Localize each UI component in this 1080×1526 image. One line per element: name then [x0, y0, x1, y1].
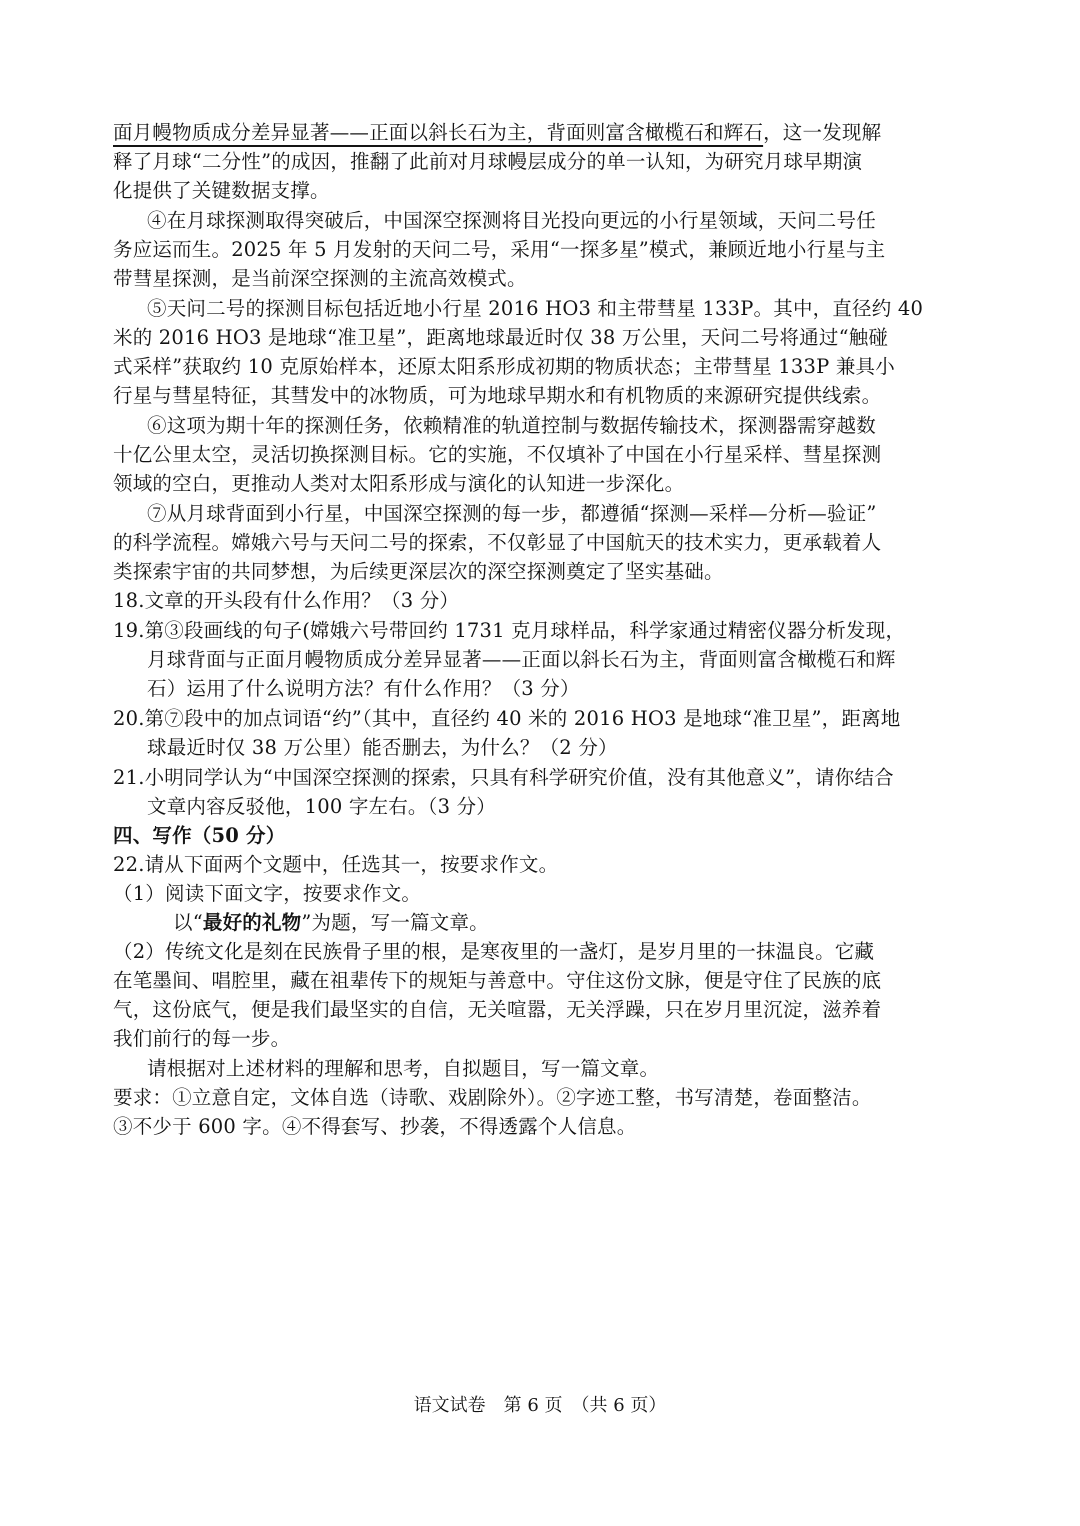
paragraph-6-line: ⑥这项为期十年的探测任务，依赖精准的轨道控制与数据传输技术，探测器需穿越数 — [147, 414, 876, 437]
writing-instruction: 请根据对上述材料的理解和思考，自拟题目，写一篇文章。 — [147, 1057, 660, 1080]
paragraph-6-line: 领域的空白，更推动人类对太阳系形成与演化的认知进一步深化。 — [113, 472, 685, 495]
essay-title: 最好的礼物 — [202, 911, 302, 934]
paragraph-4-line: 务应运而生。2025 年 5 月发射的天问二号，采用“一探多星”模式，兼顾近地小行星与主 — [113, 238, 886, 261]
paragraph-6-line: 十亿公里太空，灵活切换探测目标。它的实施，不仅填补了中国在小行星采样、彗星探测 — [113, 443, 882, 466]
writing-option-2-line: （2）传统文化是刻在民族骨子里的根，是寒夜里的一盏灯，是岁月里的一抹温良。它藏 — [113, 940, 875, 963]
question-22: 22.请从下面两个文题中，任选其一，按要求作文。 — [113, 853, 559, 876]
writing-option-2-line: 我们前行的每一步。 — [113, 1027, 291, 1050]
question-19-line: 月球背面与正面月幔物质成分差异显著——正面以斜长石为主，背面则富含橄榄石和辉 — [147, 648, 896, 671]
section-title-writing: 四、写作（50 分） — [113, 824, 286, 847]
question-19: 19.第③段画线的句子(嫦娥六号带回约 1731 克月球样品，科学家通过精密仪器分析发现， — [113, 619, 906, 642]
question-20: 20.第⑦段中的加点词语“约”（其中，直径约 40 米的 2016 HO3 是地球“准卫星”，距离地 — [113, 707, 901, 730]
writing-option-1-prompt: 以“最好的礼物”为题，写一篇文章。 — [173, 911, 489, 934]
writing-requirements: 要求：①立意自定，文体自选（诗歌、戏剧除外）。②字迹工整，书写清楚，卷面整洁。 — [113, 1086, 872, 1109]
question-21-line: 文章内容反驳他，100 字左右。（3 分） — [147, 795, 496, 818]
passage-line: 面月幔物质成分差异显著——正面以斜长石为主，背面则富含橄榄石和辉石，这一发现解 — [113, 121, 882, 144]
passage-line: 释了月球“二分性”的成因，推翻了此前对月球幔层成分的单一认知，为研究月球早期演 — [113, 150, 863, 173]
paragraph-4-line: ④在月球探测取得突破后，中国深空探测将目光投向更远的小行星领域，天问二号任 — [147, 209, 876, 232]
paragraph-5-line: ⑤天问二号的探测目标包括近地小行星 2016 HO3 和主带彗星 133P。其中，直径约 40 — [147, 297, 924, 320]
question-19-line: 石）运用了什么说明方法？有什么作用？（3 分） — [147, 677, 580, 700]
paragraph-5-line: 行星与彗星特征，其彗发中的冰物质，可为地球早期水和有机物质的来源研究提供线索。 — [113, 384, 882, 407]
writing-option-2-line: 气，这份底气，便是我们最坚实的自信，无关喧嚣，无关浮躁，只在岁月里沉淀，滋养着 — [113, 998, 882, 1021]
paragraph-5-line: 米的 2016 HO3 是地球“准卫星”，距离地球最近时仅 38 万公里，天问二号将通过“触碰 — [113, 326, 889, 349]
paragraph-7-line: ⑦从月球背面到小行星，中国深空探测的每一步，都遵循“探测—采样—分析—验证” — [147, 502, 877, 525]
writing-option-1-label: （1）阅读下面文字，按要求作文。 — [113, 882, 422, 905]
paragraph-5-line: 式采样”获取约 10 克原始样本，还原太阳系形成初期的物质状态；主带彗星 133P 兼具小 — [113, 355, 895, 378]
writing-requirements-line: ③不少于 600 字。④不得套写、抄袭，不得透露个人信息。 — [113, 1115, 637, 1138]
paragraph-7-line: 类探索宇宙的共同梦想，为后续更深层次的深空探测奠定了坚实基础。 — [113, 560, 724, 583]
paragraph-7-line: 的科学流程。嫦娥六号与天问二号的探索，不仅彰显了中国航天的技术实力，更承载着人 — [113, 531, 882, 554]
question-18: 18.文章的开头段有什么作用？（3 分） — [113, 589, 460, 612]
page-footer: 语文试卷 第 6 页 （共 6 页） — [413, 1395, 667, 1416]
paragraph-4-line: 带彗星探测，是当前深空探测的主流高效模式。 — [113, 267, 527, 290]
underlined-sentence: 面月幔物质成分差异显著——正面以斜长石为主，背面则富含橄榄石和辉石 — [113, 121, 764, 144]
question-20-line: 球最近时仅 38 万公里）能否删去，为什么？（2 分） — [147, 736, 618, 759]
question-21: 21.小明同学认为“中国深空探测的探索，只具有科学研究价值，没有其他意义”，请你结合 — [113, 766, 894, 789]
passage-line: 化提供了关键数据支撑。 — [113, 179, 330, 202]
writing-option-2-line: 在笔墨间、唱腔里，藏在祖辈传下的规矩与善意中。守住这份文脉，便是守住了民族的底 — [113, 969, 882, 992]
